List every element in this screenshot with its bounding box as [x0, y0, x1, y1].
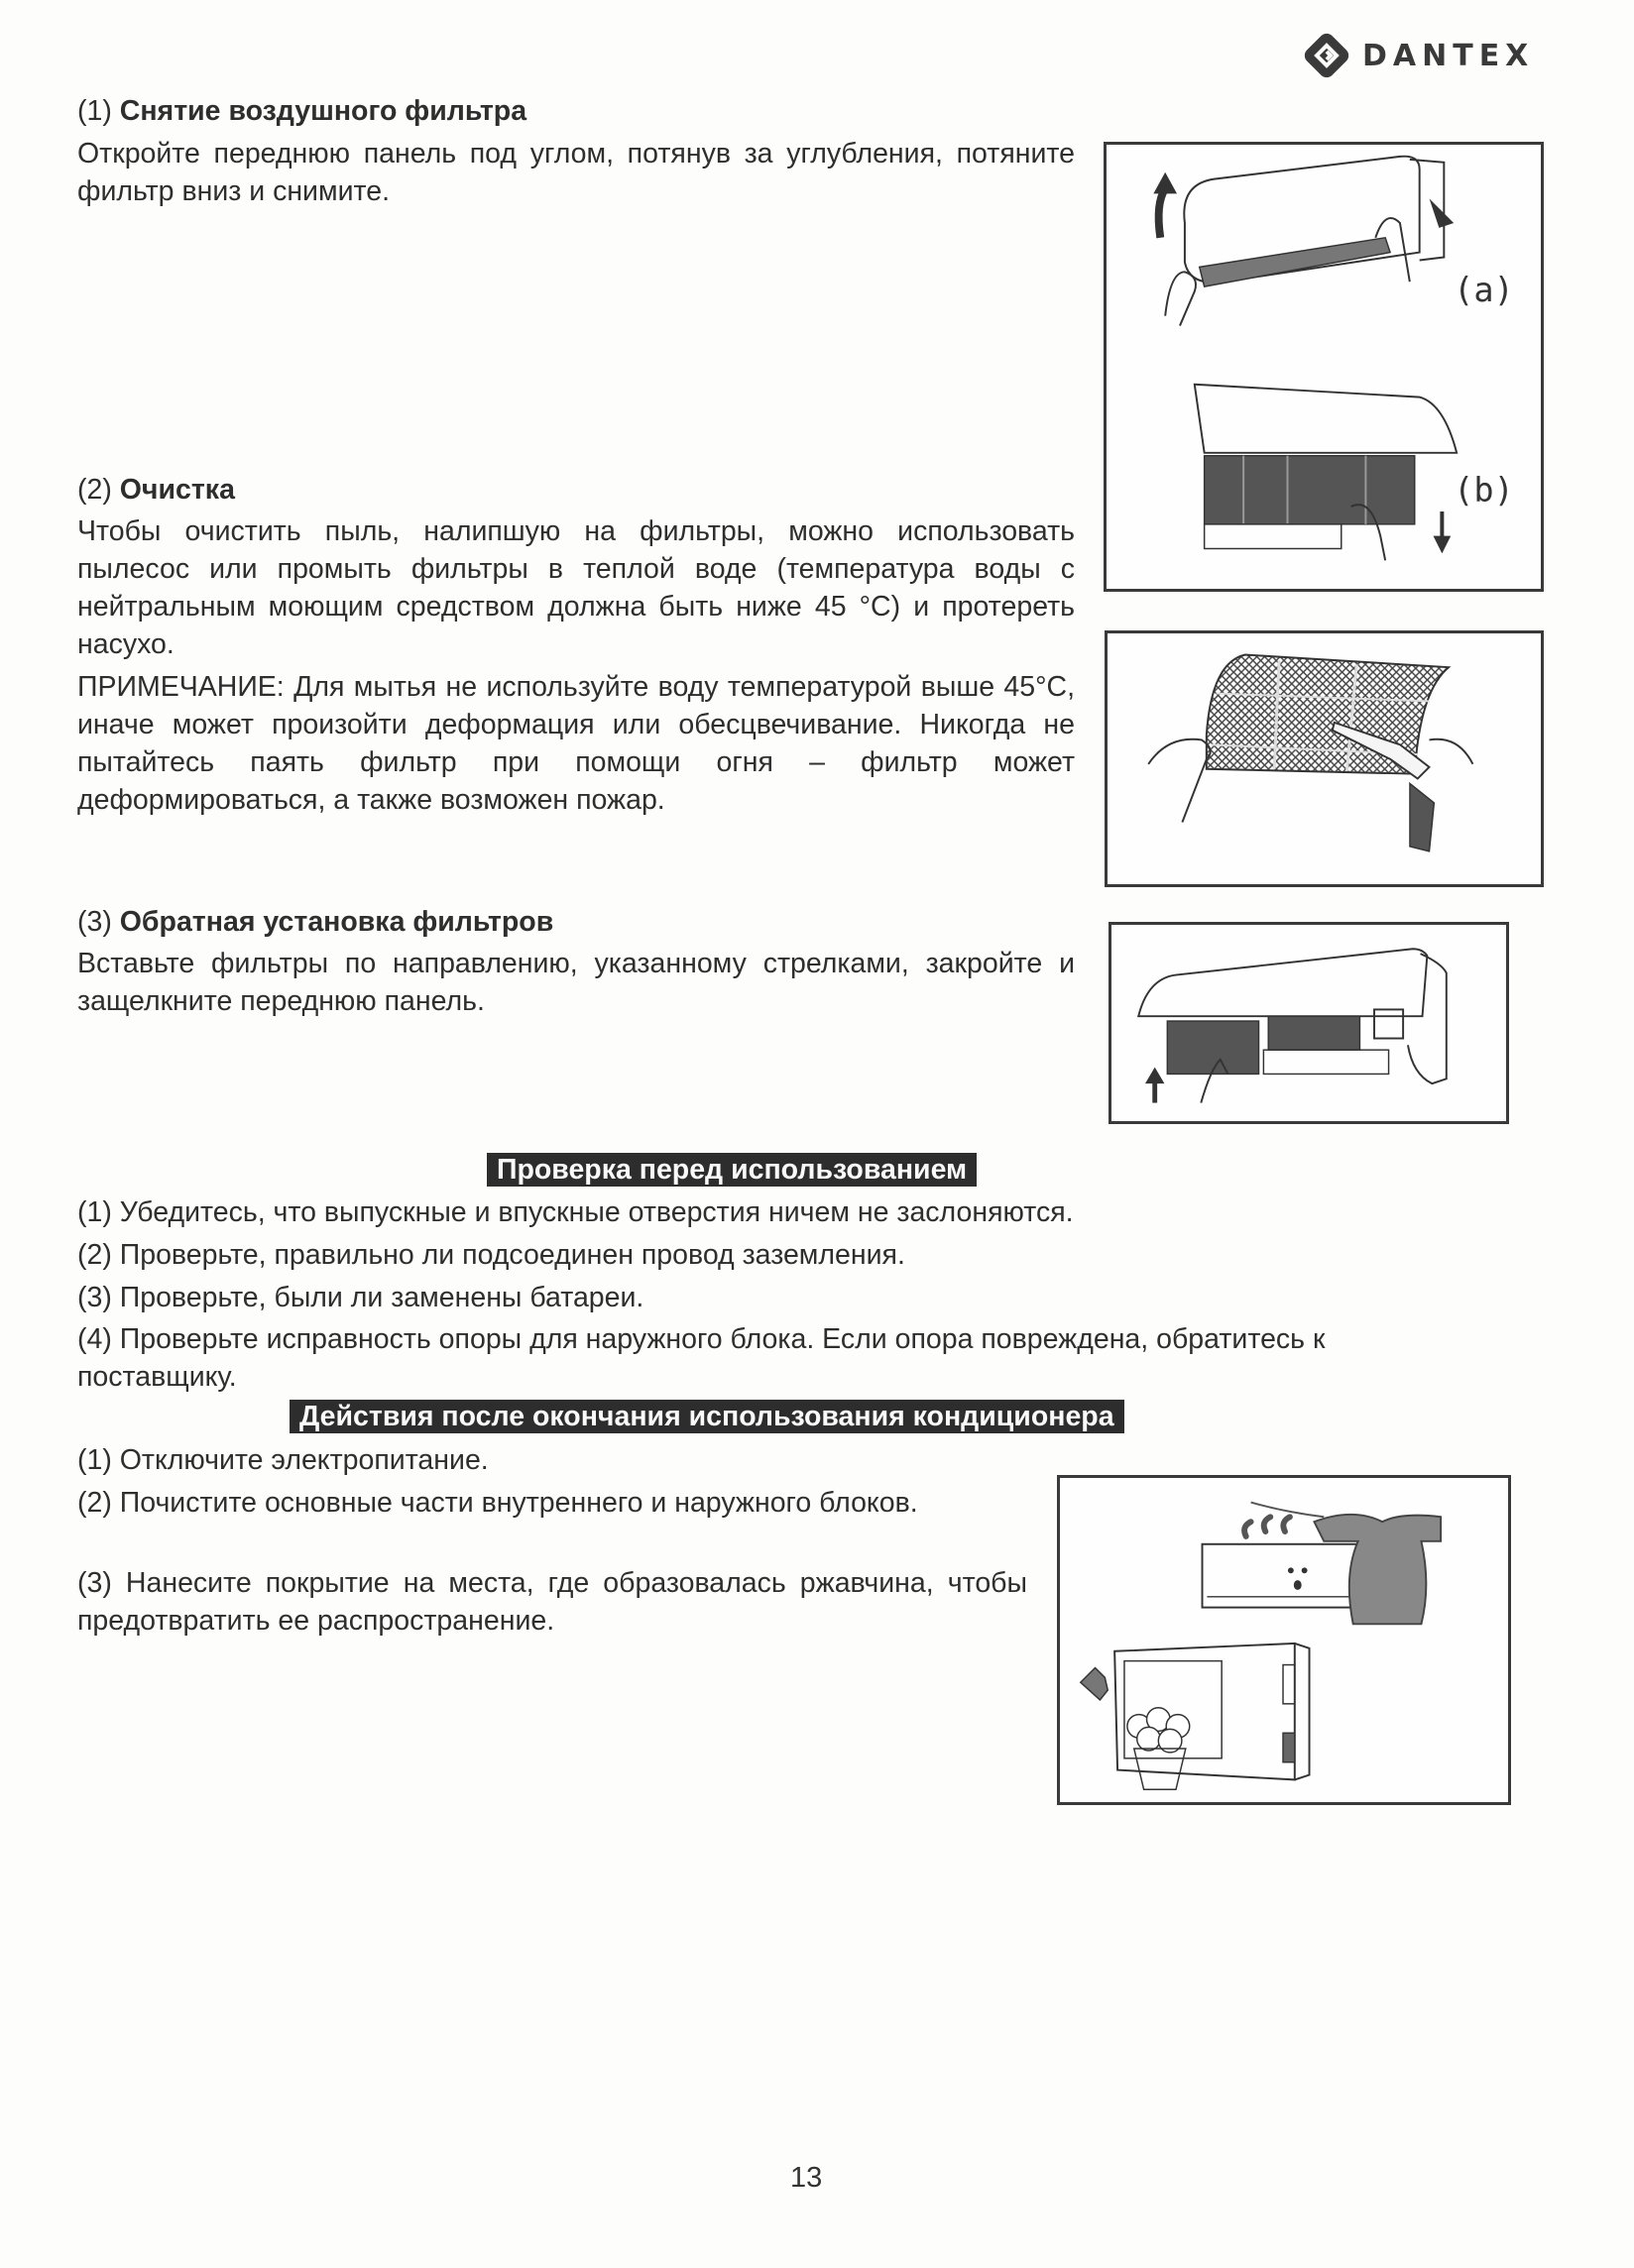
step2-number: (2) — [77, 474, 112, 506]
check-item-4: (4) Проверьте исправность опоры для наружного блока. Если опора повреждена, обратитесь к поставщику. — [77, 1323, 1326, 1393]
filter-vacuum-illustration — [1108, 633, 1541, 884]
step2-title: Очистка — [119, 474, 235, 506]
after-use-item-1: (1) Отключите электропитание. — [77, 1444, 489, 1476]
filter-reinsert-illustration — [1111, 925, 1506, 1121]
step3-text: Вставьте фильтры по направлению, указанному стрелками, закройте и защелкните переднюю панель. — [77, 948, 1075, 1017]
after-use-item-3: (3) Нанесите покрытие на места, где образовалась ржавчина, чтобы предотвратить ее распространение. — [77, 1567, 1027, 1637]
check-item-1: (1) Убедитесь, что выпускные и впускные отверстия ничем не заслоняются. — [77, 1196, 1074, 1228]
waving-hand-icon — [1081, 1667, 1108, 1699]
check-item-3: (3) Проверьте, были ли заменены батареи. — [77, 1282, 644, 1313]
step1-number: (1) — [77, 95, 112, 127]
ac-panel-removal-illustration — [1107, 145, 1541, 589]
arrow-diagonal-icon — [1430, 198, 1455, 228]
brand-logo — [1301, 30, 1534, 81]
step2-text: Чтобы очистить пыль, налипшую на фильтры, можно использовать пылесос или промыть фильтры в теплой воде (температура воды с нейтральным моющим средством должна быть ниже 45 °C) и протереть насухо. — [77, 515, 1075, 660]
step2-note: ПРИМЕЧАНИЕ: Для мытья не используйте воду температурой выше 45°C, иначе может произойти деформация или обесцвечивание. Никогда не пытайтесь паять фильтр при помощи огня – фильтр может деформироваться, а также возможен пожар. — [77, 671, 1075, 816]
arrow-up-curved-icon — [1159, 188, 1166, 237]
check-item-2: (2) Проверьте, правильно ли подсоединен провод заземления. — [77, 1239, 905, 1271]
brand-name: DANTEX — [1362, 38, 1535, 73]
step3-number: (3) — [77, 906, 112, 938]
figure-reinsert-filter — [1109, 922, 1509, 1124]
indoor-outdoor-units-cartoon — [1060, 1478, 1508, 1802]
step3-heading — [77, 903, 553, 941]
figure-remove-filter — [1104, 142, 1544, 592]
label-a: (a) — [1454, 270, 1514, 309]
step1-heading — [77, 92, 526, 130]
dantex-diamond-logo-icon — [1301, 30, 1352, 81]
step2-heading — [77, 471, 235, 509]
section-heading-check-before-use: Проверка перед использованием — [487, 1153, 977, 1187]
figure-clean-filter — [1105, 630, 1544, 887]
step1-title: Снятие воздушного фильтра — [119, 95, 527, 127]
after-use-item-2: (2) Почистите основные части внутреннего и наружного блоков. — [77, 1487, 918, 1519]
label-b: (b) — [1454, 471, 1514, 510]
step1-text: Откройте переднюю панель под углом, потянув за углубления, потяните фильтр вниз и снимите. — [77, 138, 1075, 207]
step3-title: Обратная установка фильтров — [119, 906, 554, 938]
section-heading-after-use: Действия после окончания использования кондиционера — [290, 1400, 1124, 1433]
page-number: 13 — [790, 2162, 823, 2194]
flower-pot-icon — [1134, 1749, 1186, 1789]
figure-after-use — [1057, 1475, 1511, 1805]
